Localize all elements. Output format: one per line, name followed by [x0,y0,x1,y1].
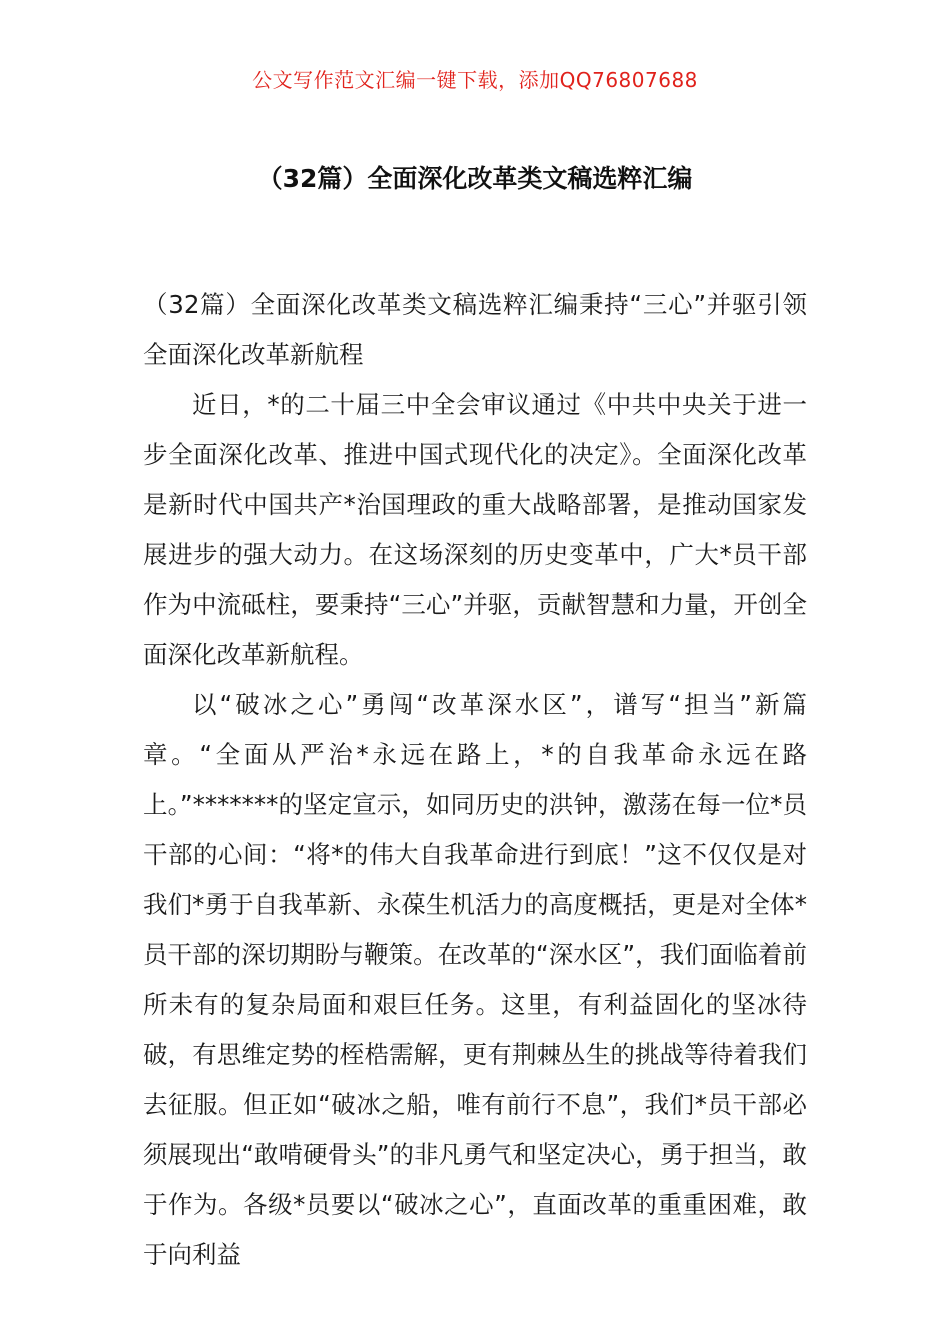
header-download-note: 公文写作范文汇编一键下载，添加QQ76807688 [252,68,698,92]
body-paragraph: 近日，*的二十届三中全会审议通过《中共中央关于进一步全面深化改革、推进中国式现代化的决定》。全面深化改革是新时代中国共产*治国理政的重大战略部署，是推动国家发展进步的强大动力。在这场深刻的历史变革中，广大*员干部作为中流砥柱，要秉持“三心”并驱，贡献智慧和力量，开创全面深化改革新航程。 [143,390,807,669]
body-paragraph: 以“破冰之心”勇闯“改革深水区”，谱写“担当”新篇章。“全面从严治*永远在路上，*的自我革命永远在路上。”*******的坚定宣示，如同历史的洪钟，激荡在每一位*员干部的心间：“将*的伟大自我革命进行到底！”这不仅仅是对我们*勇于自我革新、永葆生机活力的高度概括，更是对全体*员干部的深切期盼与鞭策。在改革的“深水区”，我们面临着前所未有的复杂局面和艰巨任务。这里，有利益固化的坚冰待破，有思维定势的桎梏需解，更有荆棘丛生的挑战等待着我们去征服。但正如“破冰之船，唯有前行不息”，我们*员干部必须展现出“敢啃硬骨头”的非凡勇气和坚定决心，勇于担当，敢于作为。各级*员要以“破冰之心”，直面改革的重重困难，敢于向利益 [143,690,807,1269]
body-paragraph-heading: （32篇）全面深化改革类文稿选粹汇编秉持“三心”并驱引领全面深化改革新航程 [143,290,807,369]
document-title: （32篇）全面深化改革类文稿选粹汇编 [257,164,693,193]
document-body [143,280,807,1280]
